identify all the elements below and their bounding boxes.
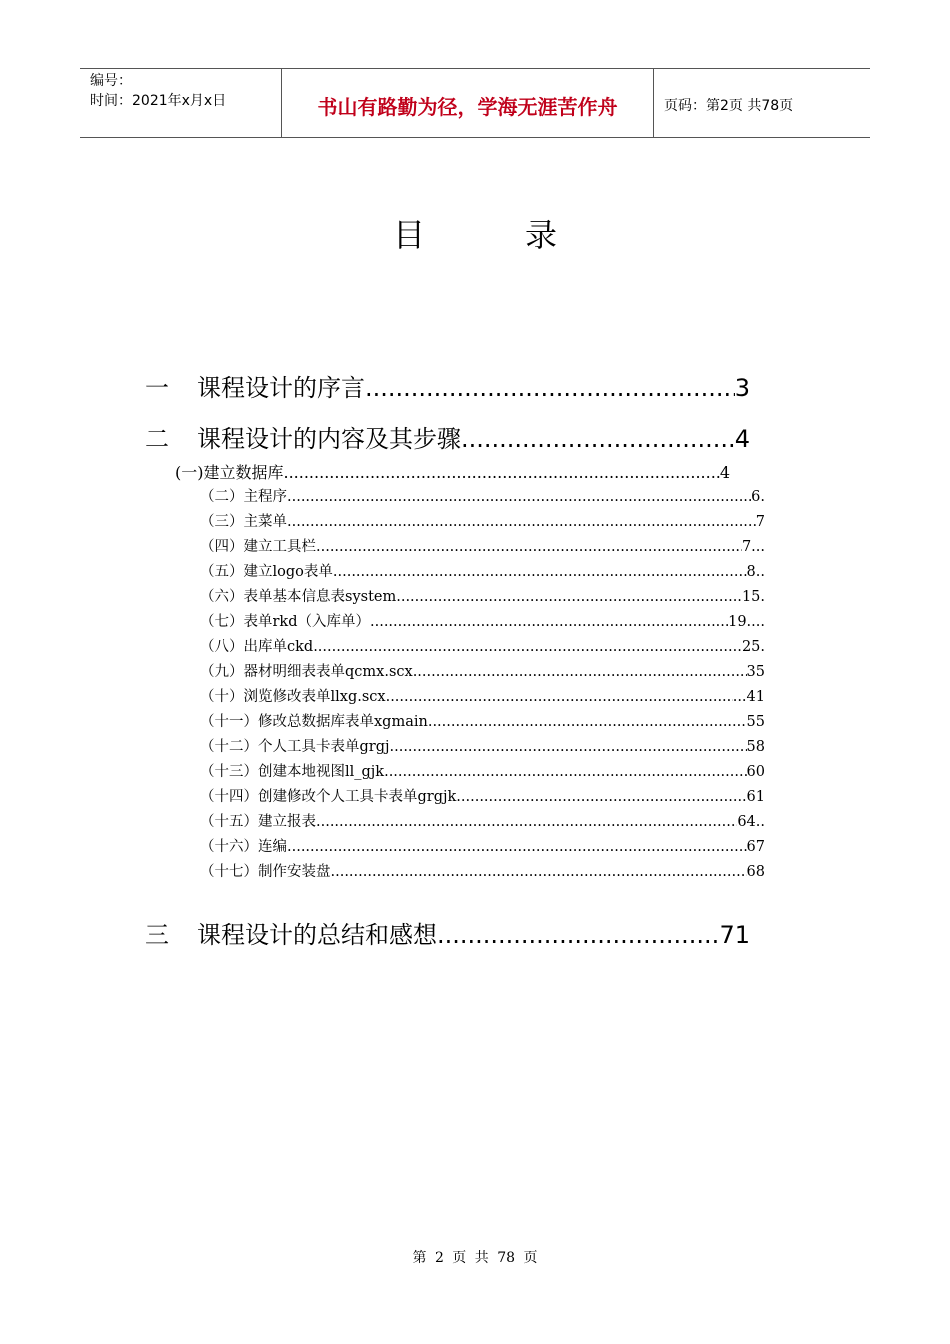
header-meta (80, 69, 282, 137)
toc-entry-label: （七）表单rkd（入库单） (200, 614, 370, 630)
toc-leader-dots (287, 489, 751, 505)
toc-entry-page: 7... (741, 539, 765, 555)
toc-leader-dots (396, 589, 742, 605)
page-footer: 第 2 页 共 78 页 (412, 1250, 538, 1266)
toc-entry-text: 课程设计的序言 (197, 374, 365, 402)
toc-entry-label: （十五）建立报表 (200, 814, 316, 830)
toc-entry-label: （十二）个人工具卡表单grgj (200, 739, 390, 755)
toc-entry-label: （三）主菜单 (200, 514, 287, 530)
toc-sub-entry (200, 860, 765, 881)
toc-leader-dots (331, 864, 747, 880)
toc-leader-dots (365, 374, 735, 402)
toc-main-entry (145, 419, 750, 454)
toc-entry-label: （十一）修改总数据库表单xgmain (200, 714, 428, 730)
toc-sub-entry (200, 510, 765, 531)
toc-entry-page: 67 (746, 839, 765, 855)
toc-leader-dots (316, 814, 737, 830)
toc-entry-page: 61 (746, 789, 765, 805)
toc-entry-label (145, 915, 437, 950)
toc-sub-entry (200, 660, 765, 681)
toc-entry-label: （十三）创建本地视图ll_gjk (200, 764, 385, 780)
page-title: 目录 (392, 216, 657, 254)
toc-entry-page: 71 (719, 921, 750, 949)
toc-entry-label (145, 419, 461, 454)
toc-sub-entry (200, 810, 765, 831)
toc-sub-entry (200, 760, 765, 781)
toc-entry-page: 4 (734, 425, 750, 453)
document-date: 时间：2021年x月x日 (90, 93, 227, 109)
toc-sub-entry (200, 735, 765, 756)
toc-leader-dots (370, 614, 728, 630)
toc-entry-page: 19.... (728, 614, 765, 630)
toc-entry-label: （九）器材明细表表单qcmx.scx (200, 664, 413, 680)
toc-entry-page: 25. (741, 639, 765, 655)
toc-leader-dots (390, 739, 747, 755)
toc-entry-label: (一)建立数据库 (175, 463, 284, 482)
toc-leader-dots (437, 921, 719, 949)
toc-leader-dots (413, 664, 747, 680)
toc-leader-dots (456, 789, 746, 805)
toc-leader-dots (316, 539, 742, 555)
toc-entry-number: 二 (145, 425, 169, 453)
toc-entry-label: （十四）创建修改个人工具卡表单grgjk (200, 789, 457, 805)
toc-sub-entry (200, 485, 765, 506)
header-page-info: 页码：第2页 共78页 (664, 98, 794, 114)
toc-sub-entry (200, 710, 765, 731)
toc-entry-label: （六）表单基本信息表system (200, 589, 397, 605)
toc-entry-label: （五）建立logo表单 (200, 564, 333, 580)
toc-entry-label: （四）建立工具栏 (200, 539, 316, 555)
toc-entry-page: 60 (746, 764, 765, 780)
toc-entry-label: （十）浏览修改表单llxg.scx (200, 689, 386, 705)
toc-entry-page: 4 (719, 463, 730, 482)
toc-sub-entry (200, 585, 765, 606)
toc-leader-dots (384, 764, 746, 780)
document-number-label: 编号： (90, 73, 132, 89)
toc-entry-number: 三 (145, 921, 169, 949)
toc-sub-entry (200, 635, 765, 656)
toc-sub-entry (200, 560, 765, 581)
toc-main-entry (145, 915, 750, 950)
toc-leader-dots (333, 564, 747, 580)
toc-entry-page: 35 (746, 664, 765, 680)
toc-entry-label: （八）出库单ckd (200, 639, 314, 655)
toc-entry-label: （十七）制作安装盘 (200, 864, 331, 880)
toc-leader-dots (313, 639, 742, 655)
toc-entry-page: 8.. (746, 564, 765, 580)
toc-sub-entry (175, 460, 730, 483)
toc-entry-number: 一 (145, 374, 169, 402)
toc-leader-dots (461, 425, 735, 453)
toc-entry-text: 课程设计的总结和感想 (197, 921, 437, 949)
toc-entry-label: （二）主程序 (200, 489, 287, 505)
toc-sub-entry (200, 685, 765, 706)
toc-leader-dots (386, 689, 733, 705)
toc-entry-label: （十六）连编 (200, 839, 287, 855)
toc-entry-page: ...41 (732, 689, 765, 705)
toc-leader-dots (287, 514, 756, 530)
header-motto: 书山有路勤为径，学海无涯苦作舟 (282, 69, 654, 137)
toc-leader-dots (287, 839, 747, 855)
toc-sub-entry (200, 610, 765, 631)
toc-entry-page: 58 (746, 739, 765, 755)
toc-leader-dots (428, 714, 747, 730)
toc-leader-dots (284, 463, 720, 482)
toc-sub-entry (200, 535, 765, 556)
toc-sub-entry (200, 785, 765, 806)
toc-entry-page: 7 (755, 514, 765, 530)
toc-entry-label (145, 368, 365, 403)
toc-entry-page: 68 (746, 864, 765, 880)
toc-entry-page: 15. (741, 589, 765, 605)
toc-sub-entry (200, 835, 765, 856)
toc-entry-page: 6. (751, 489, 765, 505)
toc-entry-text: 课程设计的内容及其步骤 (197, 425, 461, 453)
toc-main-entry (145, 368, 750, 403)
toc-entry-page: 55 (746, 714, 765, 730)
page-header (80, 68, 870, 138)
toc-entry-page: 3 (734, 374, 750, 402)
toc-entry-page: 64.. (737, 814, 765, 830)
